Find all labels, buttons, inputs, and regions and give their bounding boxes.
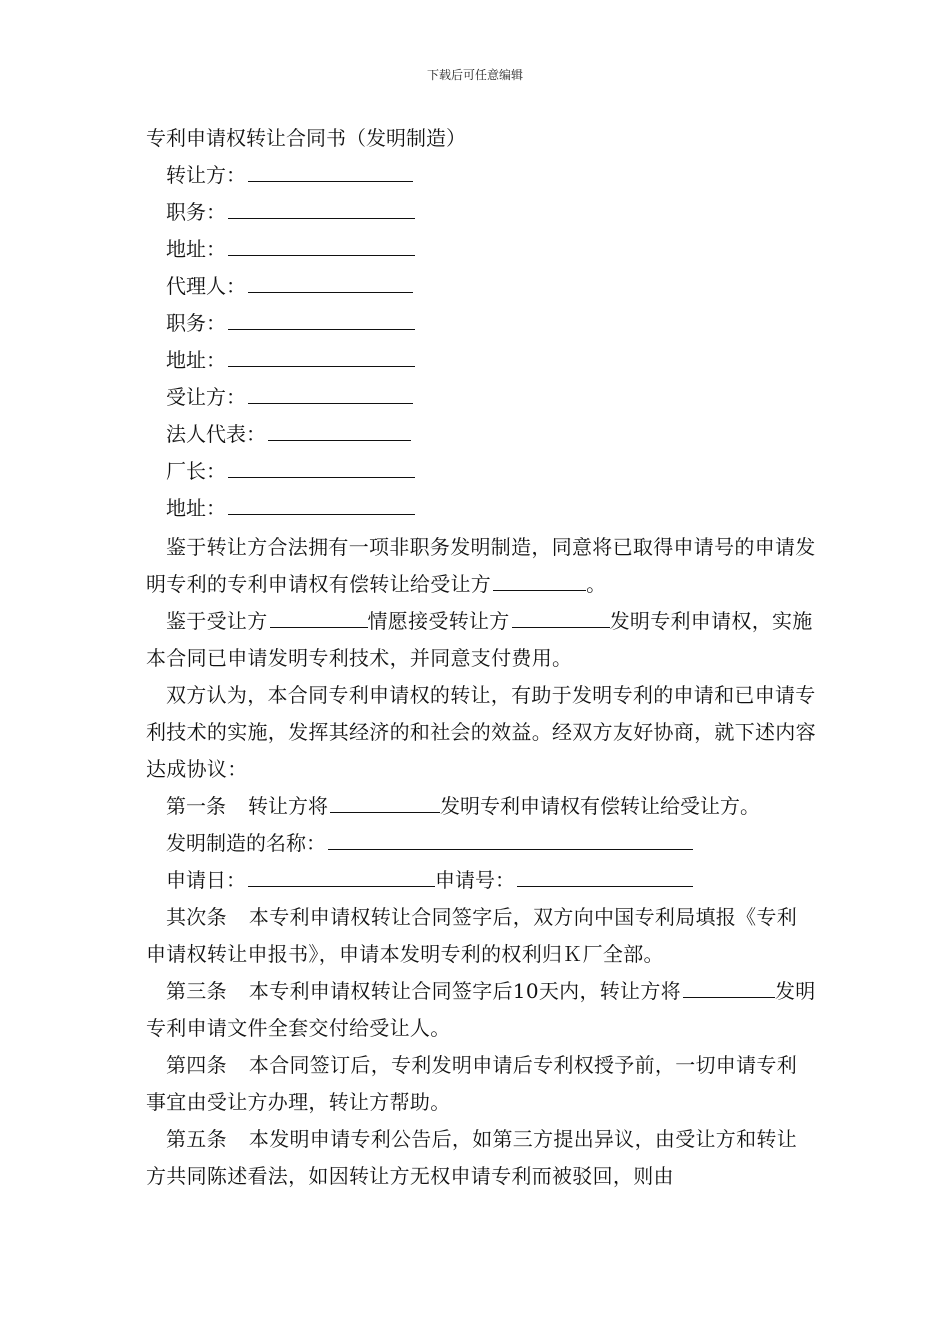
paragraph-text: 本合同签订后，专利发明申请后专利权授予前，一切申请专利事宜由受让方办理，转让方帮助。 [146, 1053, 798, 1114]
paragraph-text: 发明专利申请权有偿转让给受让方。 [440, 794, 760, 818]
paragraph-text: 转让方将 [248, 794, 328, 818]
paragraph-text: 情愿接受转让方 [367, 609, 510, 633]
transferor-name-blank[interactable] [512, 605, 610, 628]
invention-name-blank[interactable] [328, 827, 693, 850]
field-label: 申请日： [166, 868, 246, 892]
legal-representative-blank[interactable] [268, 418, 411, 441]
field-label: 代理人： [166, 274, 246, 298]
director-blank[interactable] [228, 455, 415, 478]
agent-position-field [146, 307, 816, 344]
field-label: 地址： [166, 496, 226, 520]
field-label: 职务： [166, 311, 226, 335]
article-5 [146, 1121, 816, 1195]
article-1 [146, 788, 816, 825]
page-header-note: 下载后可任意编辑 [426, 68, 523, 82]
field-label: 厂长： [166, 459, 226, 483]
paragraph-text: 本专利申请权转让合同签字后，双方向中国专利局填报《专利申请权转让申报书》，申请本发明专利的权利归Ｋ厂全部。 [146, 905, 798, 966]
field-label: 受让方： [166, 385, 246, 409]
article-label: 第五条 [166, 1127, 227, 1151]
paragraph-text: 鉴于受让方 [166, 609, 268, 633]
field-label: 地址： [166, 348, 226, 372]
transferee-blank[interactable] [248, 381, 413, 404]
paragraph-text: 本发明申请专利公告后，如第三方提出异议，由受让方和转让方共同陈述看法，如因转让方无权申请专利而被驳回，则由 [146, 1127, 798, 1188]
field-label: 转让方： [166, 163, 246, 187]
transferee-field [146, 381, 816, 418]
recital-mutual: 双方认为，本合同专利申请权的转让，有助于发明专利的申请和已申请专利技术的实施，发挥其经济的和社会的效益。经双方友好协商，就下述内容达成协议： [146, 683, 816, 781]
recital-transferee [146, 603, 816, 677]
field-label: 申请号： [435, 868, 515, 892]
paragraph-text: 发明专利申请权，实施本合同已申请发明专利技术，并同意支付费用。 [146, 609, 813, 670]
application-number-blank[interactable] [517, 864, 693, 887]
article-2 [146, 899, 816, 973]
field-label: 法人代表： [166, 422, 266, 446]
address-blank[interactable] [228, 492, 415, 515]
document-title: 专利申请权转让合同书（发明制造） [146, 126, 466, 150]
transferee-address-field [146, 492, 816, 529]
field-label: 职务： [166, 200, 226, 224]
address-blank[interactable] [228, 344, 415, 367]
paragraph-text: 。 [586, 572, 607, 596]
factory-director-field [146, 455, 816, 492]
article-label: 第三条 [166, 979, 227, 1003]
application-date-blank[interactable] [248, 864, 435, 887]
transferor-blank[interactable] [248, 159, 413, 182]
address-blank[interactable] [228, 233, 415, 256]
application-date-number-field [146, 862, 816, 899]
article-label: 第四条 [166, 1053, 227, 1077]
agent-address-field [146, 344, 816, 381]
paragraph-text: 鉴于转让方合法拥有一项非职务发明制造，同意将已取得申请号的申请发明专利的专利申请权有偿转让给受让方 [146, 535, 816, 596]
field-label: 发明制造的名称： [166, 831, 326, 855]
recital-transferor [146, 529, 816, 603]
paragraph-text: 本专利申请权转让合同签字后10天内，转让方将 [248, 979, 681, 1003]
position-blank[interactable] [228, 307, 415, 330]
agent-blank[interactable] [248, 270, 413, 293]
paragraph-text: 发明专利申请文件全套交付给受让人。 [146, 979, 816, 1040]
transferor-name-blank[interactable] [683, 975, 775, 998]
position-blank[interactable] [228, 196, 415, 219]
transferor-position-field [146, 196, 816, 233]
article-4 [146, 1047, 816, 1121]
transferee-name-blank[interactable] [493, 568, 586, 591]
article-label: 第一条 [166, 794, 226, 818]
article-3 [146, 973, 816, 1047]
field-label: 地址： [166, 237, 226, 261]
transferor-name-blank[interactable] [330, 790, 440, 813]
transferee-name-blank[interactable] [270, 605, 368, 628]
article-label: 其次条 [166, 905, 227, 929]
invention-name-field [146, 825, 816, 862]
agent-field [146, 270, 816, 307]
transferor-field [146, 159, 816, 196]
legal-representative-field [146, 418, 816, 455]
contract-document [146, 122, 816, 1195]
transferor-address-field [146, 233, 816, 270]
